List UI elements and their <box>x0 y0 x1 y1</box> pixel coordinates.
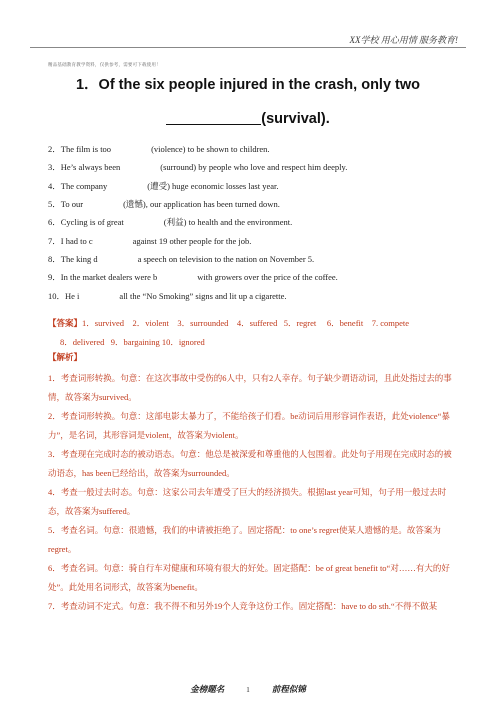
explanation-item: 7．考查动词不定式。句意：我不得不和另外19个人竞争这份工作。固定搭配：have to do sth.“不得不做某 <box>48 601 438 611</box>
question-number: 10． <box>48 291 66 301</box>
explanation-item: 2．考查词形转换。句意：这部电影太暴力了，不能给孩子们看。be动词后用形容词作表语，此处violence“暴力”，是名词，其形容词是violent，故答案为violent。 <box>48 411 450 440</box>
analysis-tag: 【解析】 <box>48 352 83 362</box>
question-text-before: The company <box>60 181 108 191</box>
question-item <box>48 235 251 247</box>
explanation-item: 4．考查一般过去时态。句意：这家公司去年遭受了巨大的经济损失。根据last year可知，句子用一般过去时态，故答案为suffered。 <box>48 487 447 516</box>
resource-note: 精品基础教育教学资料，仅供参考，需要可下载使用！ <box>48 62 161 67</box>
question-number: 6． <box>48 217 61 227</box>
question-text-after: all the “No Smoking” signs and lit up a cigarette. <box>119 291 287 301</box>
question-number: 2． <box>48 144 61 154</box>
question-text-after: (遗憾), our application has been turned down. <box>123 199 280 209</box>
question-text-before: The film is too <box>60 144 112 154</box>
question-text-before: To our <box>60 199 84 209</box>
question-item <box>48 161 347 173</box>
question-1-title-line2 <box>0 110 496 127</box>
header-divider <box>30 47 466 48</box>
question-number: 5． <box>48 199 61 209</box>
question-text-after: (violence) to be shown to children. <box>151 144 270 154</box>
question-text-after: (利益) to health and the environment. <box>163 217 293 227</box>
question-number: 8． <box>48 254 61 264</box>
question-text-before: In the market dealers were b <box>60 272 158 282</box>
answer-line-1: 1．survived 2．violent 3．surrounded 4．suffered 5．regret 6．benefit 7. compete <box>82 318 410 328</box>
question-item <box>48 180 279 192</box>
question-text-after: against 19 other people for the job. <box>132 236 252 246</box>
question-item <box>48 143 270 155</box>
answer-line-2: 8．delivered 9．bargaining 10．ignored <box>60 337 205 347</box>
question-text-after: (surround) by people who love and respect him deeply. <box>160 162 348 172</box>
footer-left: 金榜题名 <box>190 684 225 694</box>
page-footer <box>0 683 496 695</box>
question-text-after: a speech on television to the nation on November 5. <box>137 254 315 264</box>
question-number: 4． <box>48 181 61 191</box>
question-1-title: 1．Of the six people injured in the crash, only two <box>75 77 421 93</box>
explanation-item: 1．考查词形转换。句意：在这次事故中受伤的6人中，只有2人幸存。句子缺少谓语动词，且此处指过去的事情，故答案为survived。 <box>48 373 452 402</box>
question-text-after: with growers over the price of the coffee. <box>197 272 338 282</box>
answer-block <box>48 314 468 352</box>
question-text-before: I had to c <box>60 236 93 246</box>
page-number: 1 <box>246 686 250 694</box>
question-text-before: He’s always been <box>60 162 121 172</box>
question-item <box>48 216 292 228</box>
question-item <box>48 198 280 210</box>
question-item <box>48 290 287 302</box>
question-number: 3． <box>48 162 61 172</box>
explanation-item: 5．考查名词。句意：很遗憾，我们的申请被拒绝了。固定搭配：to one’s regret使某人遗憾的是。故答案为regret。 <box>48 525 441 554</box>
question-number: 9． <box>48 272 61 282</box>
question-item <box>48 253 314 265</box>
question-text-before: Cycling is of great <box>60 217 124 227</box>
question-text-before: The king d <box>60 254 98 264</box>
answer-tag: 【答案】 <box>48 318 83 328</box>
explanation-item: 3．考查现在完成时态的被动语态。句意：他总是被深爱和尊重他的人包围着。此处句子用现在完成时态的被动语态，has been已经给出，故答案为surrounded。 <box>48 449 452 478</box>
school-header: XX学校 用心用情 服务教育! <box>349 35 458 45</box>
question-text-before: He i <box>65 291 80 301</box>
answer-blank <box>166 110 261 125</box>
title-suffix: (survival). <box>261 111 330 127</box>
footer-right: 前程似锦 <box>271 684 306 694</box>
explanation-list <box>48 369 458 616</box>
question-number: 7． <box>48 236 61 246</box>
explanation-item: 6．考查名词。句意：骑自行车对健康和环境有很大的好处。固定搭配：be of great benefit to“对……有大的好处”。此处用名词形式，故答案为benefit。 <box>48 563 450 592</box>
question-text-after: (遭受) huge economic losses last year. <box>147 181 279 191</box>
question-item <box>48 271 338 283</box>
